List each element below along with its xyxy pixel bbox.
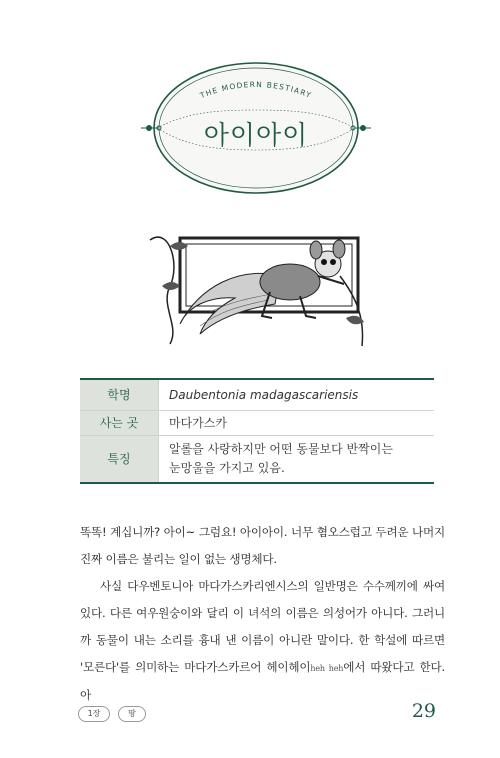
title-emblem bbox=[141, 58, 371, 198]
features-line-1: 알롤을 사랑하지만 어떤 동물보다 반짝이는 bbox=[169, 441, 393, 456]
species-info-table bbox=[80, 378, 434, 484]
chapter-badge: 1장 bbox=[78, 706, 110, 722]
features-line-2: 눈망울을 가지고 있음. bbox=[169, 460, 285, 475]
value-scientific-name: Daubentonia madagascariensis bbox=[169, 387, 359, 402]
section-badge: 땅 bbox=[118, 706, 146, 722]
paragraph-2-start: 사실 다우벤토니아 마다가스카리엔시스의 일반명은 수수께끼에 싸여 있다. 다른 여우원숭이와 달리 이 녀석의 이름은 의성어가 아니다. 그러니까 동물이 내는 소리를 흉내 낸 이름이 아니란 말이다. 한 학설에 따르면 '모른다'를 의미하는 마다가스카르어 헤이헤이 bbox=[80, 579, 445, 674]
body-text bbox=[80, 519, 445, 709]
table-row bbox=[80, 435, 434, 483]
series-title: THE MODERN BESTIARY bbox=[198, 79, 314, 101]
english-gloss: heh heh bbox=[310, 664, 344, 673]
label-habitat: 사는 곳 bbox=[80, 410, 159, 435]
table-row bbox=[80, 410, 434, 435]
value-habitat: 마다가스카 bbox=[169, 416, 227, 430]
page-footer bbox=[78, 700, 436, 726]
paragraph-2 bbox=[80, 573, 445, 709]
value-features bbox=[159, 435, 435, 483]
label-features: 특징 bbox=[80, 435, 159, 483]
paragraph-2-end: 에서 따왔다고 한다. 아 bbox=[80, 660, 445, 702]
paragraph-1: 똑똑! 계십니까? 아이~ 그럼요! 아이아이. 너무 혐오스럽고 두려운 나머지 진짜 이름은 불리는 일이 없는 생명체다. bbox=[80, 525, 445, 566]
animal-name-title: 아이아이 bbox=[203, 121, 309, 151]
page-number: 29 bbox=[411, 700, 436, 722]
table-row bbox=[80, 379, 434, 410]
aye-aye-illustration bbox=[140, 226, 376, 356]
label-scientific-name: 학명 bbox=[80, 379, 159, 410]
